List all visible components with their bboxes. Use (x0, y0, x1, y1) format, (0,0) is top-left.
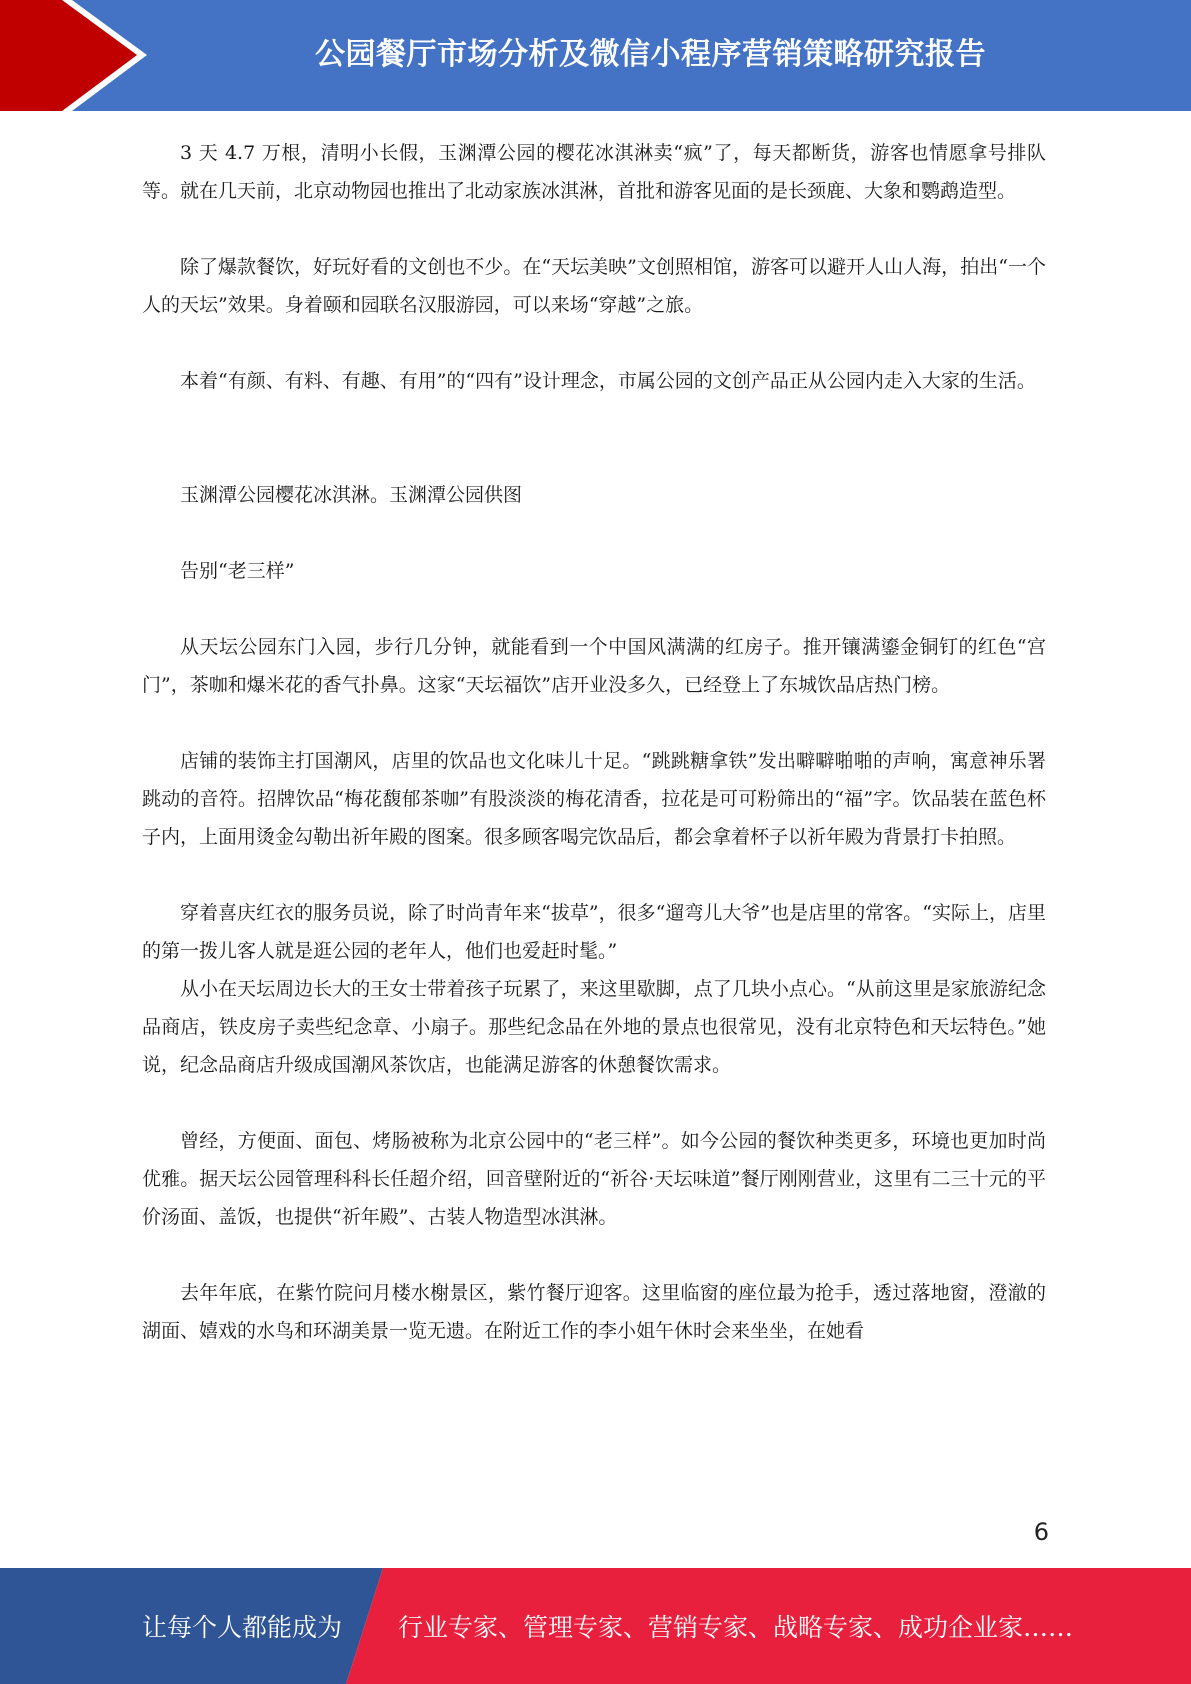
section-heading: 告别“老三样” (180, 560, 295, 582)
paragraph: 店铺的装饰主打国潮风，店里的饮品也文化味儿十足。“跳跳糖拿铁”发出噼噼啪啪的声响，寓意神乐署跳动的音符。招牌饮品“梅花馥郁茶咖”有股淡淡的梅花清香，拉花是可可粉筛出的“福”字。饮品装在蓝色杯子内，上面用烫金勾勒出祈年殿的图案。很多顾客喝完饮品后，都会拿着杯子以祈年殿为背景打卡拍照。 (142, 750, 1046, 848)
paragraph: 曾经，方便面、面包、烤肠被称为北京公园中的“老三样”。如今公园的餐饮种类更多，环境也更加时尚优雅。据天坛公园管理科科长任超介绍，回音壁附近的“祈谷·天坛味道”餐厅刚刚营业，这里有二三十元的平价汤面、盖饭，也提供“祈年殿”、古装人物造型冰淇淋。 (142, 1130, 1046, 1228)
paragraph: 3 天 4.7 万根，清明小长假，玉渊潭公园的樱花冰淇淋卖“疯”了，每天都断货，游客也情愿拿号排队等。就在几天前，北京动物园也推出了北动家族冰淇淋，首批和游客见面的是长颈鹿、大象和鹦鹉造型。 (142, 142, 1046, 202)
paragraph: 从天坛公园东门入园，步行几分钟，就能看到一个中国风满满的红房子。推开镶满鎏金铜钉的红色“宫门”，茶咖和爆米花的香气扑鼻。这家“天坛福饮”店开业没多久，已经登上了东城饮品店热门榜。 (142, 636, 1046, 696)
body-text (142, 134, 1046, 1350)
paragraph: 从小在天坛周边长大的王女士带着孩子玩累了，来这里歇脚，点了几块小点心。“从前这里是家旅游纪念品商店，铁皮房子卖些纪念章、小扇子。那些纪念品在外地的景点也很常见，没有北京特色和天坛特色。”她说，纪念品商店升级成国潮风茶饮店，也能满足游客的休憩餐饮需求。 (142, 978, 1046, 1076)
image-caption: 玉渊潭公园樱花冰淇淋。玉渊潭公园供图 (180, 484, 523, 506)
header-banner (0, 0, 1191, 111)
footer-banner (0, 1568, 1191, 1684)
footer-slogan-right: 行业专家、管理专家、营销专家、战略专家、成功企业家…… (398, 1613, 1074, 1642)
paragraph: 穿着喜庆红衣的服务员说，除了时尚青年来“拔草”，很多“遛弯儿大爷”也是店里的常客。“实际上，店里的第一拨儿客人就是逛公园的老年人，他们也爱赶时髦。” (142, 902, 1046, 962)
paragraph: 去年年底，在紫竹院问月楼水榭景区，紫竹餐厅迎客。这里临窗的座位最为抢手，透过落地窗，澄澈的湖面、嬉戏的水鸟和环湖美景一览无遗。在附近工作的李小姐午休时会来坐坐，在她看 (142, 1282, 1046, 1342)
page-number: 6 (1033, 1518, 1049, 1546)
document-title: 公园餐厅市场分析及微信小程序营销策略研究报告 (315, 36, 986, 72)
paragraph: 除了爆款餐饮，好玩好看的文创也不少。在“天坛美映”文创照相馆，游客可以避开人山人海，拍出“一个人的天坛”效果。身着颐和园联名汉服游园，可以来场“穿越”之旅。 (142, 256, 1046, 316)
footer-slogan-left: 让每个人都能成为 (142, 1613, 343, 1642)
paragraph: 本着“有颜、有料、有趣、有用”的“四有”设计理念，市属公园的文创产品正从公园内走入大家的生活。 (180, 370, 1036, 392)
